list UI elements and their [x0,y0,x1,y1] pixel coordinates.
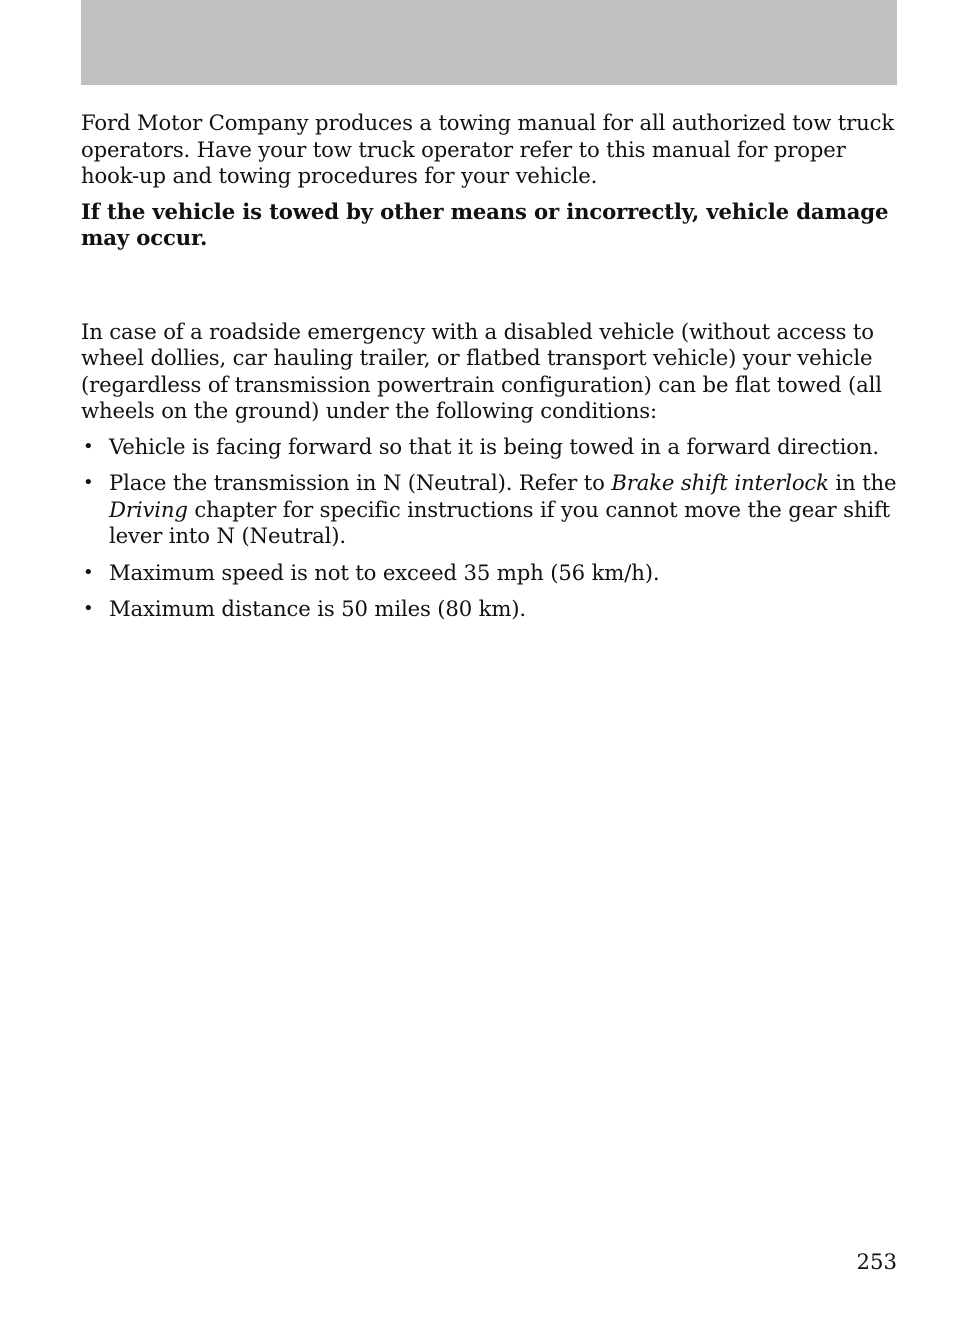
intro-paragraph: Ford Motor Company produces a towing manual for all authorized tow truck operators. Have your tow truck operator refer to this manual for proper hook-up and towing procedures for your vehicle. [81,110,895,188]
header-band [81,0,897,85]
list-item-text-part: Place the transmission in N (Neutral). Refer to [109,470,612,495]
list-item [81,434,901,461]
bullet-icon: • [83,598,94,619]
emergency-paragraph: In case of a roadside emergency with a disabled vehicle (without access to wheel dollies, car hauling trailer, or flatbed transport vehicle) your vehicle (regardless of transmission powertrain configuration) can be flat towed (all wheels on the ground) under the following conditions: [81,318,882,423]
section-spacer [81,261,901,319]
page-number: 253 [856,1249,897,1274]
warning-paragraph: If the vehicle is towed by other means or incorrectly, vehicle damage may occur. [81,198,889,250]
bullet-icon: • [83,435,94,457]
bullet-icon: • [83,472,94,493]
list-item-text: Maximum speed is not to exceed 35 mph (56 km/h). [109,559,660,585]
list-item-text [109,470,896,548]
cross-reference-brake-shift-interlock: Brake shift interlock [611,470,829,495]
bullet-icon: • [83,561,94,583]
conditions-list [81,434,901,623]
cross-reference-driving: Driving [109,496,188,522]
list-item [81,470,901,550]
list-item [81,560,901,587]
list-item-text-part: in the [828,470,897,495]
list-item [81,596,901,623]
list-item-text: Vehicle is facing forward so that it is being towed in a forward direction. [109,433,879,459]
page-content [81,110,901,633]
list-item-text-part: chapter for specific instructions if you cannot move the gear shift lever into N (Neutral). [109,496,891,548]
list-item-text: Maximum distance is 50 miles (80 km). [109,596,526,621]
